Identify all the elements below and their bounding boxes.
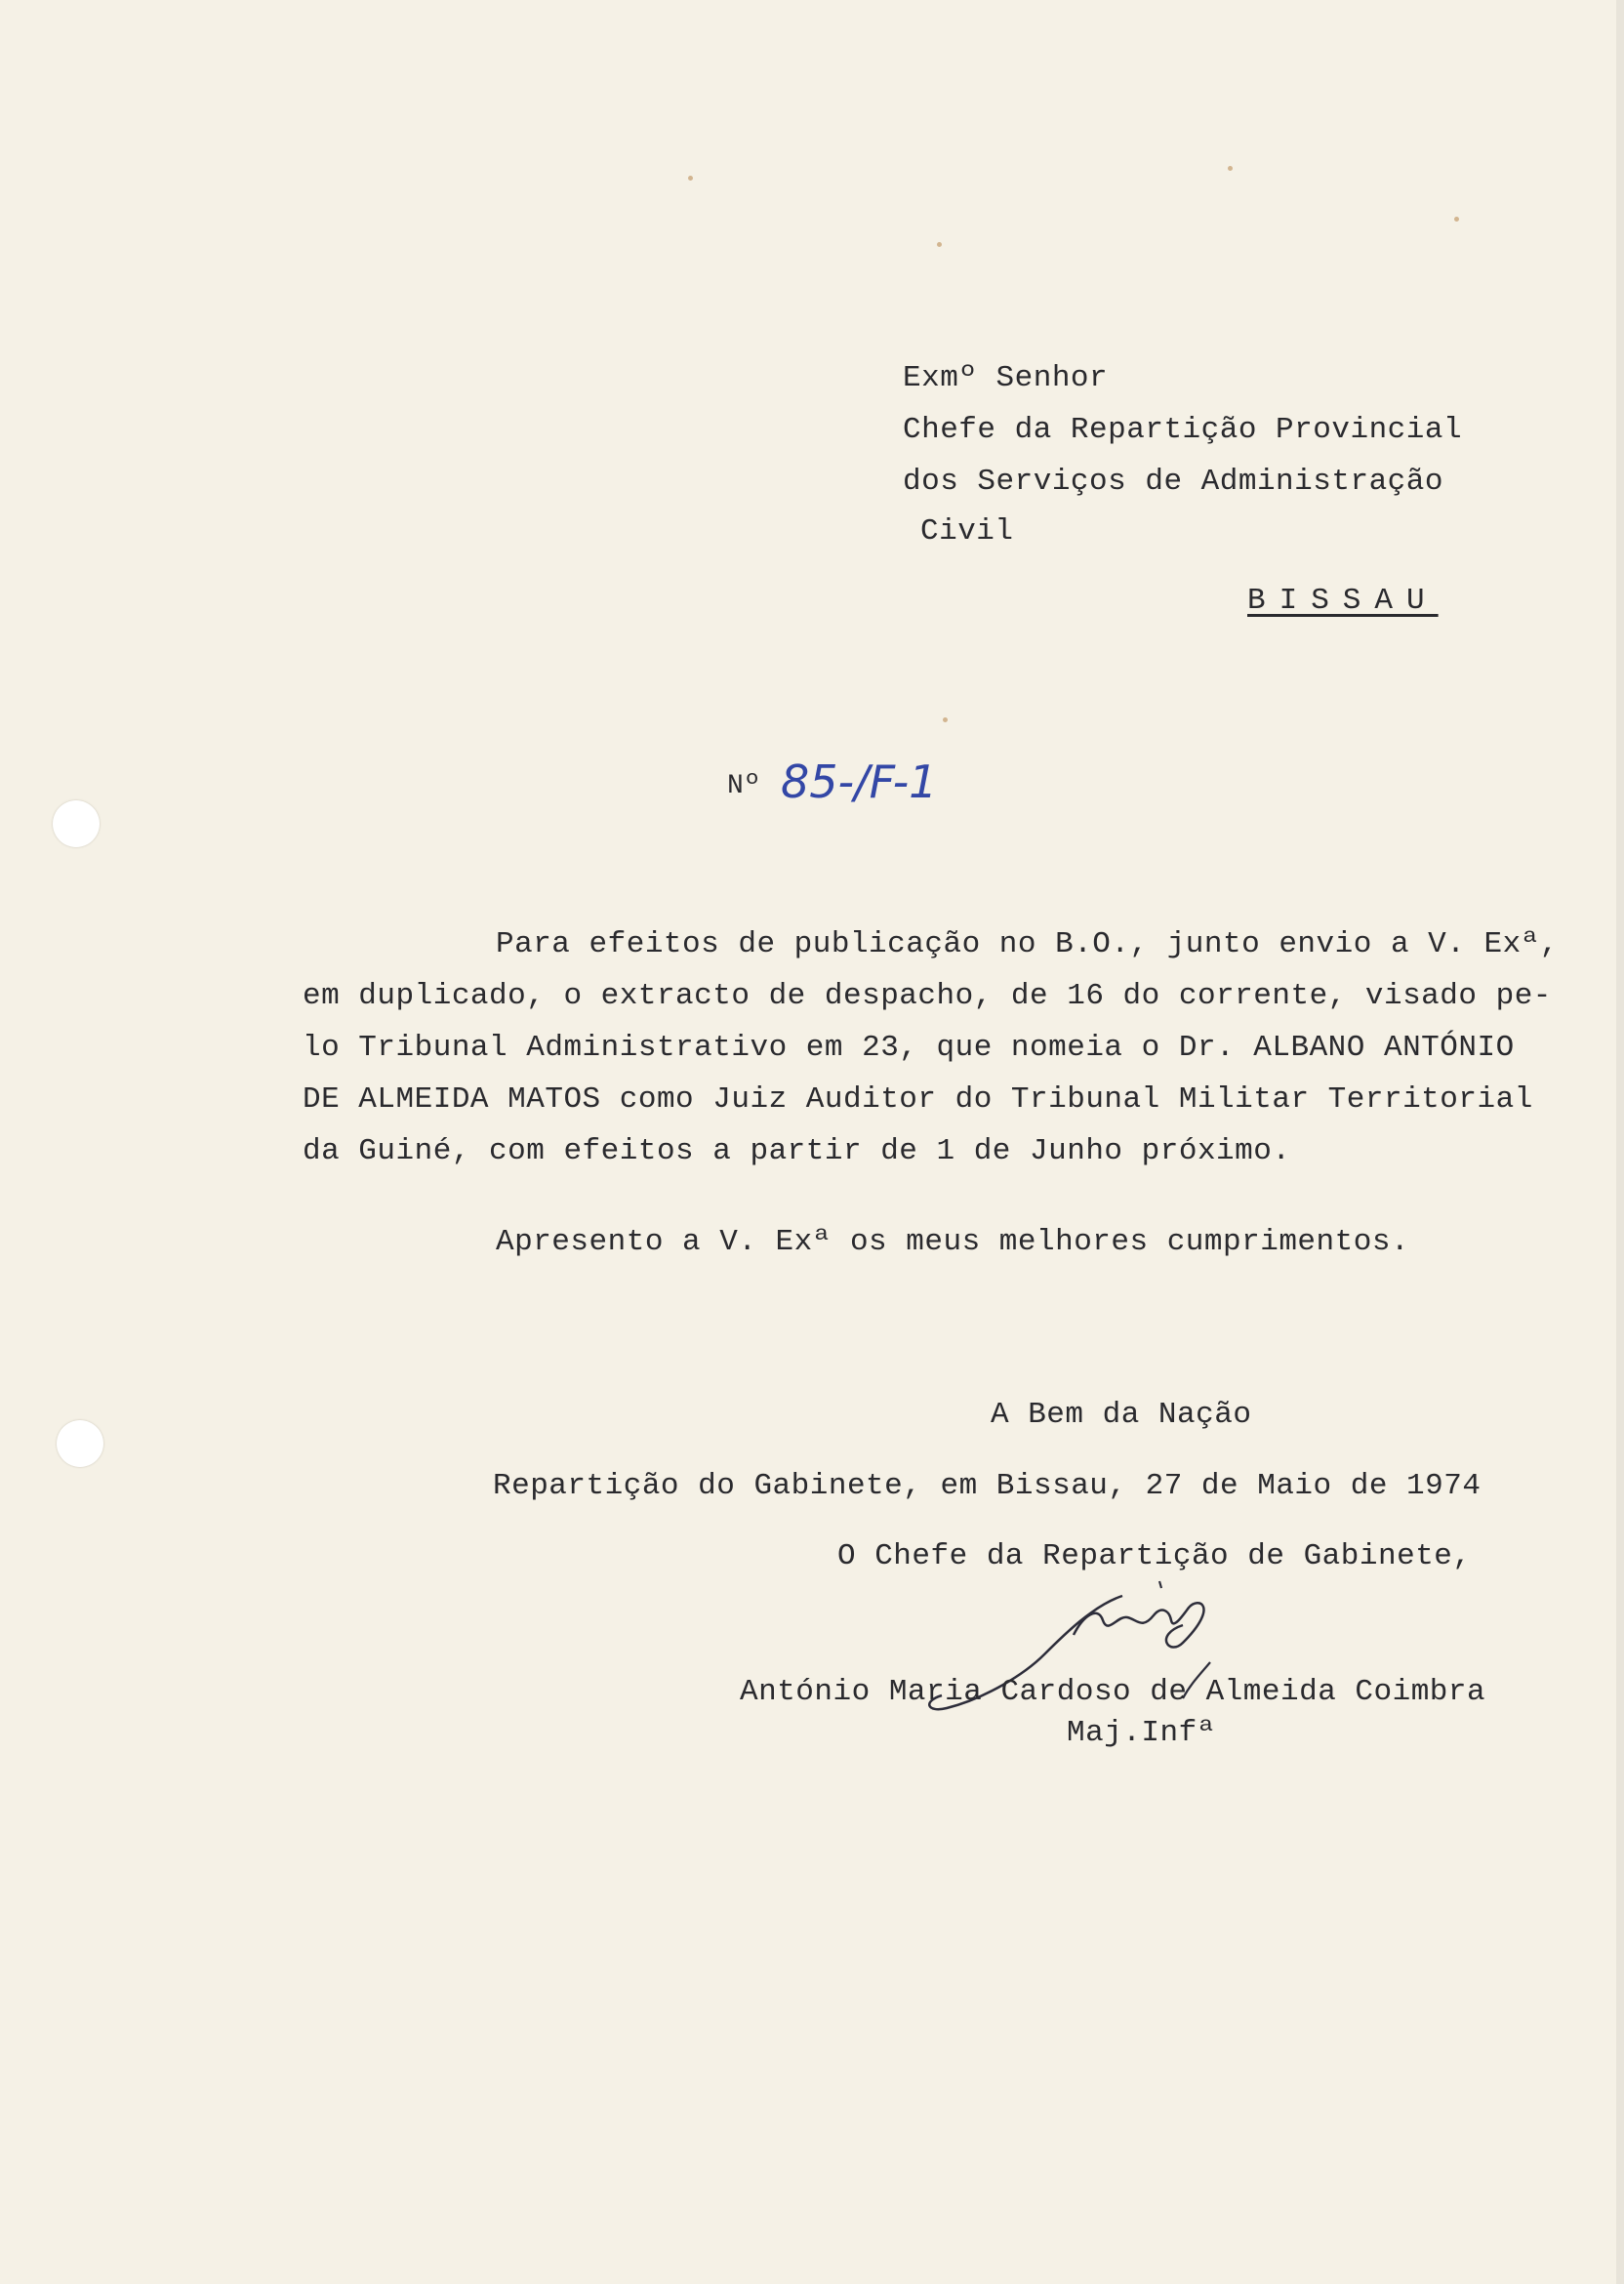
body-line-3: lo Tribunal Administrativo em 23, que nomeia o Dr. ALBANO ANTÓNIO: [303, 1031, 1515, 1065]
signatory-role: O Chefe da Repartição de Gabinete,: [837, 1539, 1472, 1573]
motto: A Bem da Nação: [991, 1398, 1252, 1432]
recipient-title-line-3: Civil: [920, 514, 1014, 549]
signatory-rank: Maj.Infª: [1067, 1716, 1216, 1750]
signatory-name: António Maria Cardoso de Almeida Coimbra: [740, 1675, 1486, 1709]
paper-speck: [688, 176, 693, 181]
body-line-2: em duplicado, o extracto de despacho, de 16 do corrente, visado pe-: [303, 979, 1552, 1013]
body-line-4: DE ALMEIDA MATOS como Juiz Auditor do Tribunal Militar Territorial: [303, 1082, 1533, 1117]
paper-speck: [1454, 217, 1459, 222]
page-edge: [1616, 0, 1624, 2284]
recipient-title-line-2: dos Serviços de Administração: [903, 465, 1443, 499]
punch-hole-bottom: [57, 1420, 103, 1467]
punch-hole-top: [53, 800, 100, 847]
closing-line: Apresento a V. Exª os meus melhores cumprimentos.: [496, 1225, 1410, 1259]
body-line-5: da Guiné, com efeitos a partir de 1 de Junho próximo.: [303, 1134, 1291, 1168]
paper-speck: [1228, 166, 1233, 171]
place-date: Repartição do Gabinete, em Bissau, 27 de Maio de 1974: [493, 1469, 1482, 1503]
recipient-salutation: Exmº Senhor: [903, 361, 1109, 395]
reference-handwritten-number: 85-/F-1: [781, 755, 938, 808]
paper-speck: [937, 242, 942, 247]
recipient-city: BISSAU: [1247, 584, 1439, 618]
body-line-1: Para efeitos de publicação no B.O., junto envio a V. Exª,: [496, 927, 1559, 961]
recipient-title-line-1: Chefe da Repartição Provincial: [903, 413, 1463, 447]
paper-speck: [943, 717, 948, 722]
reference-label: Nº: [727, 771, 761, 801]
